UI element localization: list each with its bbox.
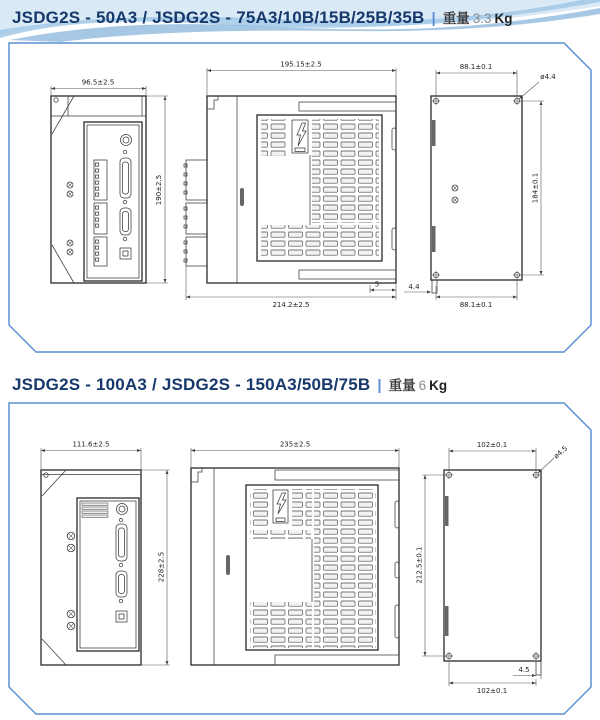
dim-back-tab-2: 4.5 (518, 666, 530, 674)
dim-back-bottom-width-1: 88.1±0.1 (459, 301, 493, 309)
dimension-drawing-2 (8, 402, 592, 715)
handle-slot-icon (240, 188, 244, 206)
dim-back-top-width-2: 102±0.1 (476, 441, 508, 449)
dim-back-bottom-width-2: 102±0.1 (476, 687, 508, 695)
weight-label-1: 重量 (442, 11, 470, 26)
title-separator-1: | (431, 10, 436, 27)
model-name-2: JSDG2S - 100A3 / JSDG2S - 150A3/50B/75B (12, 375, 371, 394)
section-title-1 (12, 7, 512, 28)
dim-back-top-width-1: 88.1±0.1 (459, 63, 493, 71)
weight-unit-1: Kg (494, 11, 513, 26)
panel-border-2 (9, 403, 591, 714)
dim-side-offset-1: 5 (374, 280, 380, 289)
dim-back-height-1: 184±0.1 (531, 172, 540, 204)
title-separator-2: | (377, 377, 382, 394)
dim-side-top-width-1: 195.15±2.5 (280, 60, 322, 69)
dim-front-width-1: 96.5±2.5 (81, 78, 115, 87)
drawing-panel-1 (8, 42, 592, 353)
dim-front-height-1: 190±2.5 (155, 174, 163, 206)
dimension-drawing-1 (8, 42, 592, 353)
weight-label-2: 重量 (388, 378, 416, 393)
section-title-2 (12, 374, 447, 395)
handle-slot-icon (226, 555, 230, 575)
weight-value-1: 3.3 (472, 11, 492, 26)
dim-back-hole-2: ø4.5 (552, 444, 570, 461)
dim-side-top-width-2: 235±2.5 (279, 440, 311, 449)
model-name-1: JSDG2S - 50A3 / JSDG2S - 75A3/10B/15B/25B/35B (12, 8, 425, 27)
weight-unit-2: Kg (429, 378, 448, 393)
dim-back-tab-1: 4.4 (408, 283, 420, 291)
dim-front-width-2: 111.6±2.5 (72, 440, 110, 449)
weight-value-2: 6 (418, 378, 427, 393)
drawing-panel-2 (8, 402, 592, 715)
dim-back-hole-1: ø4.4 (540, 73, 556, 81)
dim-side-bottom-width-1: 214.2±2.5 (272, 301, 310, 309)
dim-back-height-2: 212.5±0.1 (415, 546, 424, 584)
dim-front-height-2: 228±2.5 (157, 551, 166, 583)
